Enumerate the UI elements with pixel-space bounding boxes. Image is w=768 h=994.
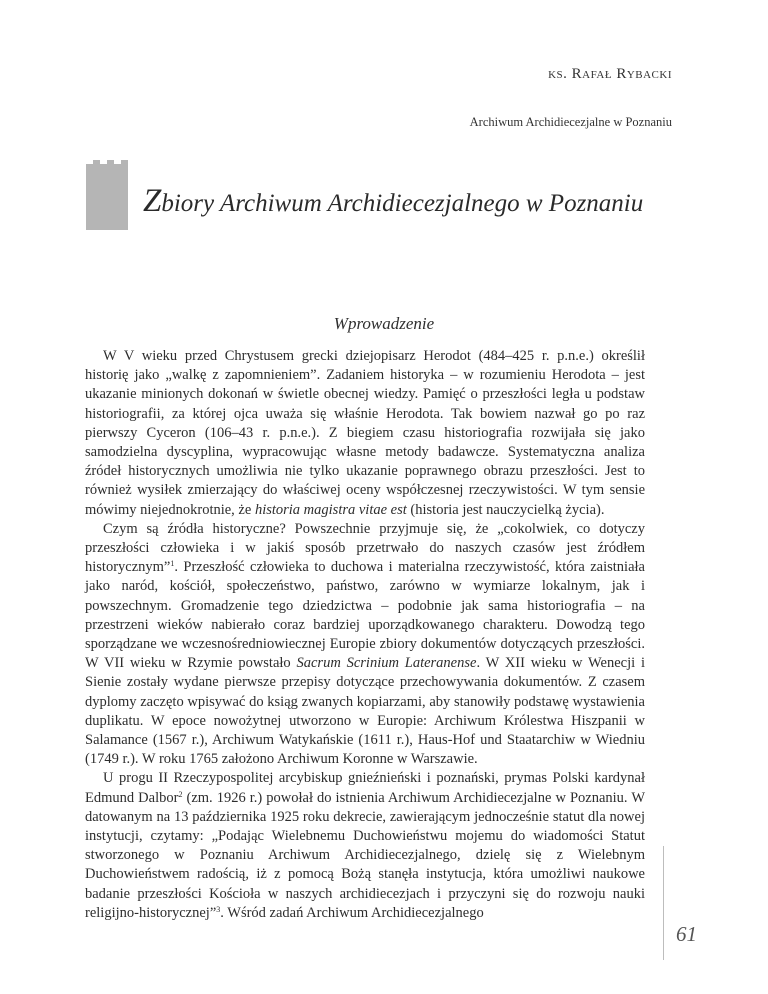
p2-latin-name: Sacrum Scrinium Lateranense: [296, 655, 477, 672]
tower-icon: [86, 160, 128, 230]
title-rest: biory Archiwum Archidiecezjalnego w Poznaniu: [161, 190, 644, 217]
margin-rule: [663, 846, 664, 960]
footnote-ref-2[interactable]: 2: [178, 789, 183, 799]
p3-text-a: U progu II Rzeczypospolitej arcybiskup gnieźnieński i poznański, prymas Polski kardynał Edmund Dalbor: [85, 770, 645, 806]
section-heading: Wprowadzenie: [333, 314, 435, 333]
article-title: [143, 183, 643, 220]
title-initial: Z: [143, 183, 162, 219]
page-number: 61: [676, 922, 697, 946]
p2-text-b: . Przeszłość człowieka to duchowa i materialna rzeczywistość, która zaistniała jako naród, kościół, społeczeństwo, państwo, zarówno w wymiarze lokalnym, jak i powszechnym. Gromadzenie tego dziedzictwa – podobnie jak sama historiografia – na przestrzeni wieków nabierało coraz bardziej uporządkowanego charakteru. Dowodzą tego sporządzane we wczesnośredniowiecznej Europie zbiory dokumentów dotyczących przeszłości. W VII wieku w Rzymie powstało: [85, 559, 645, 672]
p3-text-c: . Wśród zadań Archiwum Archidiecezjalnego: [220, 904, 484, 921]
p3-text-b: (zm. 1926 r.) powołał do istnienia Archiwum Archidiecezjalne w Poznaniu. W datowanym na 13 października 1925 roku dekrecie, zawierającym jednocześnie statut dla nowej instytucji, czytamy: „Podając Wielebnemu Duchowieństwu mojemu do wiadomości Statut stworzonego w Poznaniu Archiwum Archidiecezjalnego, dzielę się z Wielebnym Duchowieństwem radością, iż z pomocą Bożą stanęła instytucja, która umożliwi naukowe badanie przeszłości Kościoła w naszych archidiecezjach i przyczyni się do rozwoju nauki religijno-historycznej”: [85, 789, 646, 921]
paragraph-1: [85, 347, 645, 520]
author-affiliation: Archiwum Archidiecezjalne w Poznaniu: [469, 115, 672, 129]
footnote-ref-3[interactable]: 3: [216, 904, 221, 914]
author-name: ks. Rafał Rybacki: [548, 66, 672, 82]
p2-text-a: Czym są źródła historyczne? Powszechnie przyjmuje się, że „cokolwiek, co dotyczy przeszłości człowieka i w jakiś sposób przetrwało do naszych czasów jest źródłem historycznym”: [85, 520, 645, 576]
footnote-ref-1[interactable]: 1: [170, 559, 175, 569]
paragraph-3: [85, 769, 645, 923]
p1-latin-phrase: historia magistra vitae est: [254, 501, 407, 518]
p2-text-c: . W XII wieku w Wenecji i Sienie zostały wydane pierwsze przepisy dotyczące przechowywania dokumentów. Z czasem dyplomy zaczęto wpisywać do ksiąg zwanych kopiarzami, aby stanowiły podstawę wystawienia duplikatu. W epoce nowożytnej utworzono w Europie: Archiwum Królestwa Hiszpanii w Salamance (1567 r.), Archiwum Watykańskie (1611 r.), Haus-Hof und Staatarchiw w Wiedniu (1749 r.). W roku 1765 założono Archiwum Koronne w Warszawie.: [85, 655, 645, 768]
body-text: [85, 347, 645, 923]
paragraph-2: [85, 520, 645, 770]
p1-text-b: (historia jest nauczycielką życia).: [406, 501, 605, 518]
p1-text-a: W V wieku przed Chrystusem grecki dziejopisarz Herodot (484–425 r. p.n.e.) określił historię jako „walkę z zapomnieniem”. Zadaniem historyka – w rozumieniu Herodota – jest ukazanie minionych dokonań w świetle obecnej wiedzy. Pamięć o przeszłości legła u podstaw historiografii, za której ojca uważa się właśnie Herodota. Tak bowiem nazwał go po raz pierwszy Cyceron (106–43 r. p.n.e.). Z biegiem czasu historiografia rozwijała się jako samodzielna dyscyplina, wypracowując własne metody badawcze. Systematyczna analiza źródeł historycznych umożliwia nie tylko ukazanie poprawnego obrazu przeszłości. Jest to również wysiłek zmierzający do właściwej oceny współczesnej rzeczywistości. W tym sensie mówimy niejednokrotnie, że: [85, 348, 645, 518]
